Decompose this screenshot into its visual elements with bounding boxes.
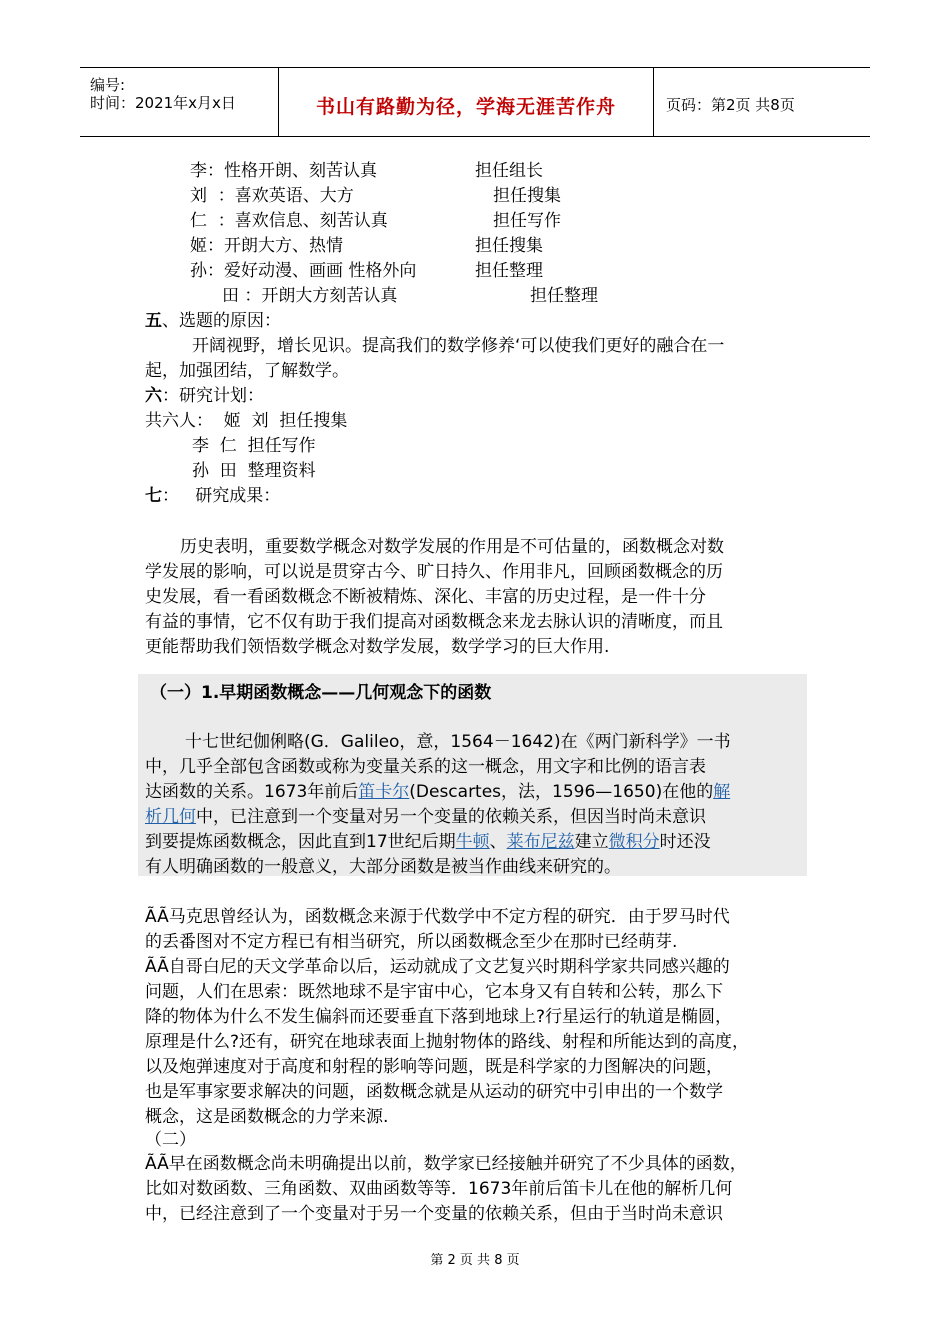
para-line-8: 也是军事家要求解决的问题，函数概念就是从运动的研究中引申出的一个数学: [145, 1082, 723, 1102]
intro-line-5: 更能帮助我们领悟数学概念对数学发展，数学学习的巨大作用.: [145, 637, 610, 657]
results-number: 七: [145, 486, 162, 506]
section1-line-4: [145, 806, 706, 828]
page-header: [80, 67, 870, 137]
member-ren: 仁 ：喜欢信息、刻苦认真: [190, 211, 388, 231]
section1-separator: 、: [489, 832, 507, 852]
member-li: 李：性格开朗、刻苦认真: [190, 161, 377, 181]
para-line-6: 原理是什么?还有，研究在地球表面上抛射物体的路线、射程和所能达到的高度，: [145, 1032, 750, 1052]
reason-number: 五: [145, 311, 162, 331]
member-li-role: 担任组长: [475, 161, 543, 181]
document-number: 编号:: [90, 76, 126, 94]
plan-heading: [145, 385, 264, 407]
member-ji-role: 担任搜集: [475, 236, 543, 256]
section1-line-1: 十七世纪伽俐略(G．Galileo，意，1564－1642)在《两门新科学》一书: [185, 732, 731, 752]
intro-line-1: 历史表明，重要数学概念对数学发展的作用是不可估量的，函数概念对数: [180, 537, 724, 557]
reason-heading: [145, 310, 281, 332]
section1-line-2: 中，几乎全部包含函数或称为变量关系的这一概念，用文字和比例的语言表: [145, 757, 706, 777]
link-analytic-geometry-part2[interactable]: 析几何: [145, 807, 196, 827]
motto: 书山有路勤为径，学海无涯苦作舟: [315, 96, 616, 118]
member-liu: 刘 ：喜欢英语、大方: [190, 186, 354, 206]
section1-line-5-text: 到要提炼函数概念，因此直到17世纪后期: [145, 832, 456, 852]
document-time: 时间：2021年x月x日: [90, 94, 236, 112]
link-descartes[interactable]: 笛卡尔: [358, 782, 410, 802]
page-footer: 第 2 页 共 8 页: [430, 1253, 520, 1268]
para-line-9: 概念，这是函数概念的力学来源.: [145, 1107, 389, 1127]
plan-number: 六: [145, 386, 162, 406]
reason-line-2: 起，加强团结，了解数学。: [145, 361, 349, 381]
section-two-label: （二）: [145, 1130, 196, 1150]
header-page-cell: [654, 68, 870, 136]
section1-line-5: [145, 831, 711, 853]
plan-line-2: 李 仁 担任写作: [192, 436, 316, 456]
plan-line-1: 共六人： 姬 刘 担任搜集: [145, 411, 348, 431]
member-ji: 姬：开朗大方、热情: [190, 236, 343, 256]
member-tian-role: 担任整理: [530, 286, 598, 306]
link-calculus[interactable]: 微积分: [608, 832, 660, 852]
para-line-5: 降的物体为什么不发生偏斜而还要垂直下落到地球上?行星运行的轨道是椭圆，: [145, 1007, 733, 1027]
para-line-4: 问题，人们在思索：既然地球不是宇宙中心，它本身又有自转和公转，那么下: [145, 982, 723, 1002]
member-sun: 孙：爱好动漫、画画 性格外向: [190, 261, 417, 281]
intro-line-2: 学发展的影响，可以说是贯穿古今、旷日持久、作用非凡，回顾函数概念的历: [145, 562, 723, 582]
para-line-12: 比如对数函数、三角函数、双曲函数等等．1673年前后笛卡儿在他的解析几何: [145, 1179, 733, 1199]
member-ren-role: 担任写作: [493, 211, 561, 231]
section1-line-5-text-b: 建立: [574, 832, 609, 852]
section1-line-3-text-b: (Descartes，法，1596—1650)在他的: [409, 782, 714, 802]
link-analytic-geometry-part1[interactable]: 解: [713, 782, 731, 802]
section1-line-6: 有人明确函数的一般意义，大部分函数是被当作曲线来研究的。: [145, 857, 621, 877]
section1-line-5-text-c: 时还没: [659, 832, 711, 852]
reason-title: 、选题的原因：: [162, 311, 281, 331]
member-sun-role: 担任整理: [475, 261, 543, 281]
member-liu-role: 担任搜集: [493, 186, 561, 206]
section1-line-3-text: 达函数的关系。1673年前后: [145, 782, 359, 802]
para-line-1: ÃÃ马克思曾经认为，函数概念来源于代数学中不定方程的研究．由于罗马时代: [145, 907, 730, 927]
page-number: 页码：第2页 共8页: [666, 96, 795, 114]
section-early-function-heading: （一）1.早期函数概念——几何观念下的函数: [150, 683, 492, 703]
header-info-cell: [80, 68, 279, 136]
para-line-3: ÃÃ自哥白尼的天文学革命以后，运动就成了文艺复兴时期科学家共同感兴趣的: [145, 957, 730, 977]
plan-title: ：研究计划：: [162, 386, 264, 406]
intro-line-4: 有益的事情，它不仅有助于我们提高对函数概念来龙去脉认识的清晰度，而且: [145, 612, 723, 632]
results-title: ： 研究成果：: [162, 486, 281, 506]
para-line-11: ÃÃ早在函数概念尚未明确提出以前，数学家已经接触并研究了不少具体的函数，: [145, 1154, 747, 1174]
intro-line-3: 史发展，看一看函数概念不断被精炼、深化、丰富的历史过程，是一件十分: [145, 587, 706, 607]
link-newton[interactable]: 牛顿: [455, 832, 490, 852]
para-line-2: 的丢番图对不定方程已有相当研究，所以函数概念至少在那时已经萌芽.: [145, 932, 678, 952]
section1-line-3: [145, 781, 730, 803]
plan-line-3: 孙 田 整理资料: [192, 461, 316, 481]
header-motto-cell: [279, 68, 654, 136]
link-leibniz[interactable]: 莱布尼兹: [506, 832, 575, 852]
section1-line-4-text: 中，已注意到一个变量对另一个变量的依赖关系，但因当时尚未意识: [196, 807, 706, 827]
results-heading: [145, 485, 280, 507]
para-line-7: 以及炮弹速度对于高度和射程的影响等问题，既是科学家的力图解决的问题，: [145, 1057, 723, 1077]
para-line-13: 中，已经注意到了一个变量对于另一个变量的依赖关系，但由于当时尚未意识: [145, 1204, 723, 1224]
member-tian: 田 ：开朗大方刻苦认真: [222, 286, 398, 306]
reason-line-1: 开阔视野，增长见识。提高我们的数学修养‘可以使我们更好的融合在一: [192, 336, 725, 356]
